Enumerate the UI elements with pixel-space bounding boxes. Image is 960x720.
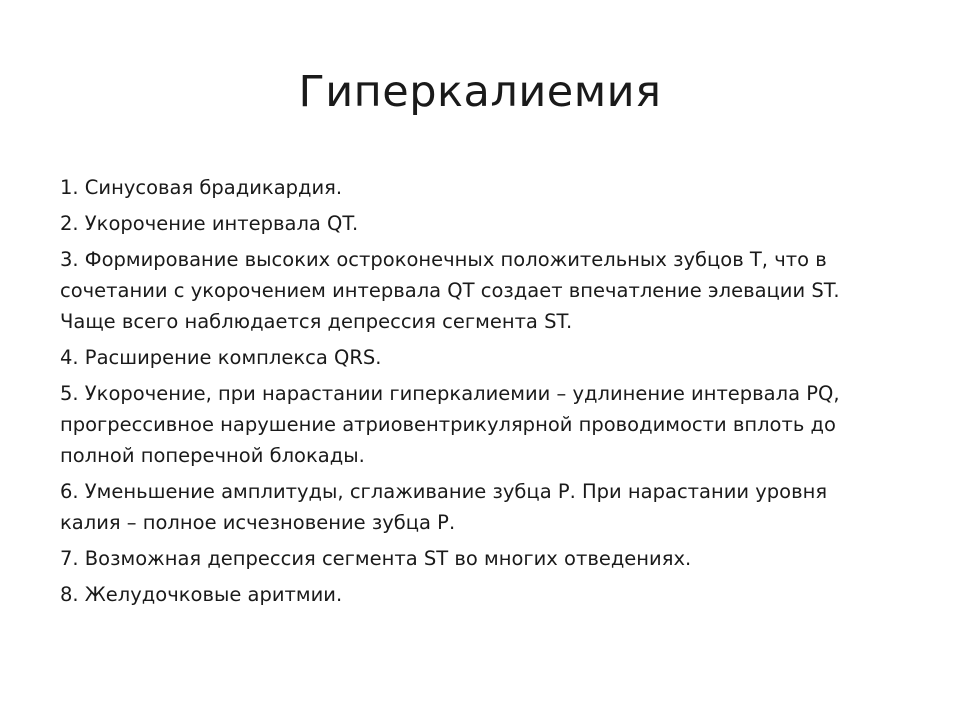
list-item-1: 1. Синусовая брадикардия. xyxy=(60,176,343,199)
list-item-8: 8. Желудочковые аритмии. xyxy=(60,583,343,606)
list-item-5: 5. Укорочение, при нарастании гиперкалиемии – удлинение интервала PQ, прогрессивное нарушение атриовентрикулярной проводимости вплоть до полной поперечной блокады. xyxy=(60,382,840,467)
list-item-3: 3. Формирование высоких остроконечных положительных зубцов Т, что в сочетании с укорочением интервала QT создает впечатление элевации ST. Чаще всего наблюдается депрессия сегмента ST. xyxy=(60,248,840,333)
list-item-2: 2. Укорочение интервала QT. xyxy=(60,212,359,235)
list-item-7: 7. Возможная депрессия сегмента ST во многих отведениях. xyxy=(60,547,692,570)
slide-title: Гиперкалиемия xyxy=(298,67,662,117)
item-list xyxy=(60,172,890,615)
list-item-6: 6. Уменьшение амплитуды, сглаживание зубца Р. При нарастании уровня калия – полное исчезновение зубца Р. xyxy=(60,480,828,534)
list-item-4: 4. Расширение комплекса QRS. xyxy=(60,346,382,369)
